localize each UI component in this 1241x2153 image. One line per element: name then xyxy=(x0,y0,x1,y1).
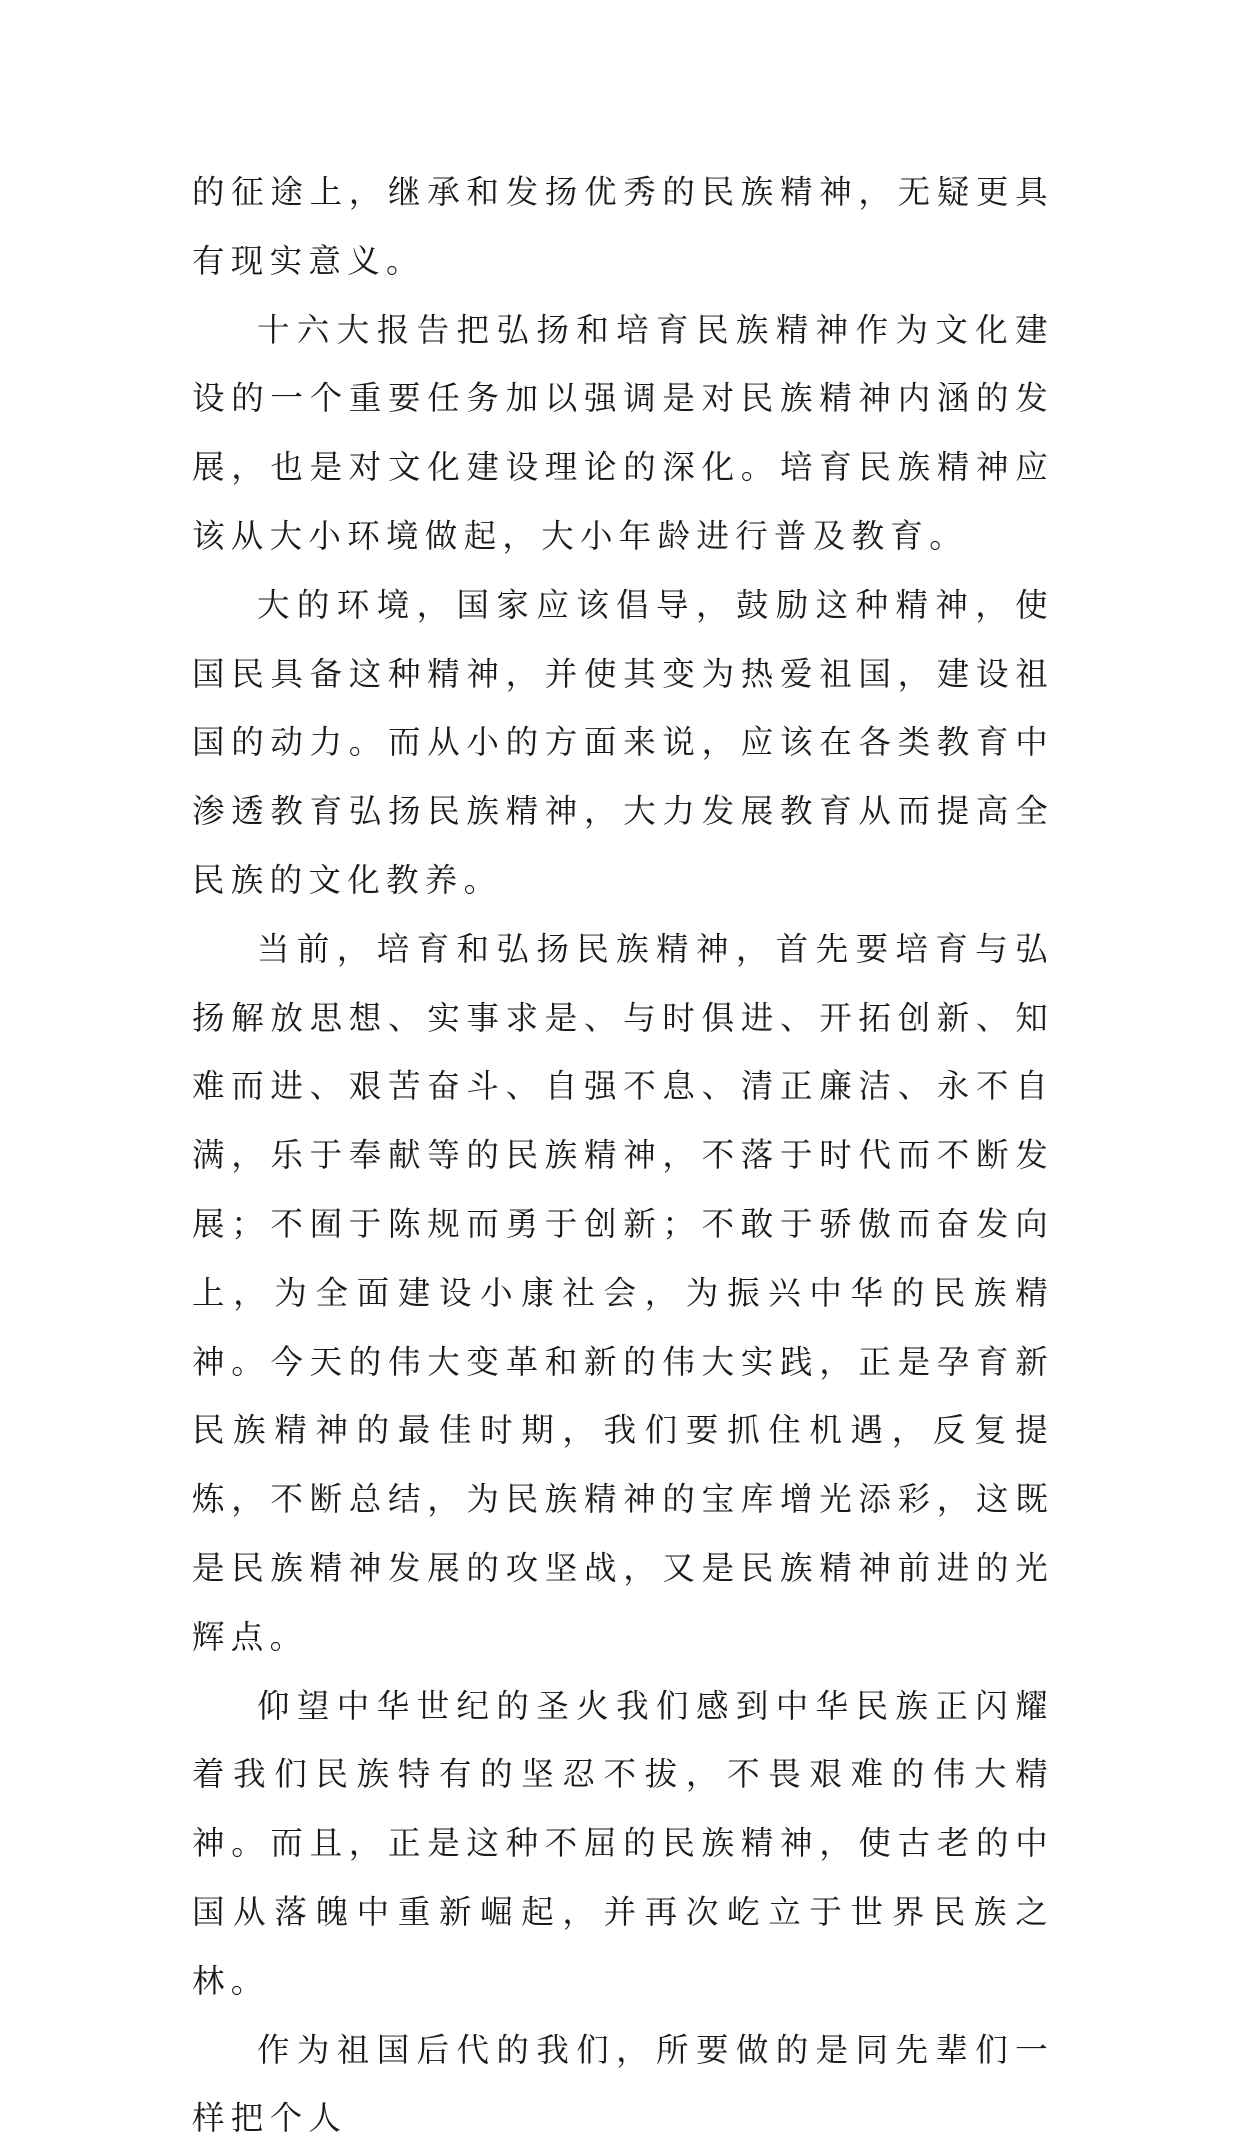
paragraph: 大的环境，国家应该倡导，鼓励这种精神，使国民具备这种精神，并使其变为热爱祖国，建设祖国的动力。而从小的方面来说，应该在各类教育中渗透教育弘扬民族精神，大力发展教育从而提高全民族的文化教养。 xyxy=(192,585,1054,899)
paragraph: 当前，培育和弘扬民族精神，首先要培育与弘扬解放思想、实事求是、与时俱进、开拓创新、知难而进、艰苦奋斗、自强不息、清正廉洁、永不自满，乐于奉献等的民族精神，不落于时代而不断发展；不囿于陈规而勇于创新；不敢于骄傲而奋发向上，为全面建设小康社会，为振兴中华的民族精神。今天的伟大变革和新的伟大实践，正是孕育新民族精神的最佳时期，我们要抓住机遇，反复提炼，不断总结，为民族精神的宝库增光添彩，这既是民族精神发展的攻坚战，又是民族精神前进的光辉点。 xyxy=(192,929,1054,1656)
paragraph: 作为祖国后代的我们，所要做的是同先辈们一样把个人 xyxy=(192,2030,1054,2138)
body-text xyxy=(192,158,1054,2153)
paragraph: 仰望中华世纪的圣火我们感到中华民族正闪耀着我们民族特有的坚忍不拔，不畏艰难的伟大精神。而且，正是这种不屈的民族精神，使古老的中国从落魄中重新崛起，并再次屹立于世界民族之林。 xyxy=(192,1686,1054,2000)
paragraph-continued: 的征途上，继承和发扬优秀的民族精神，无疑更具有现实意义。 xyxy=(192,173,1054,280)
paragraph: 十六大报告把弘扬和培育民族精神作为文化建设的一个重要任务加以强调是对民族精神内涵的发展，也是对文化建设理论的深化。培育民族精神应该从大小环境做起，大小年龄进行普及教育。 xyxy=(192,310,1054,555)
